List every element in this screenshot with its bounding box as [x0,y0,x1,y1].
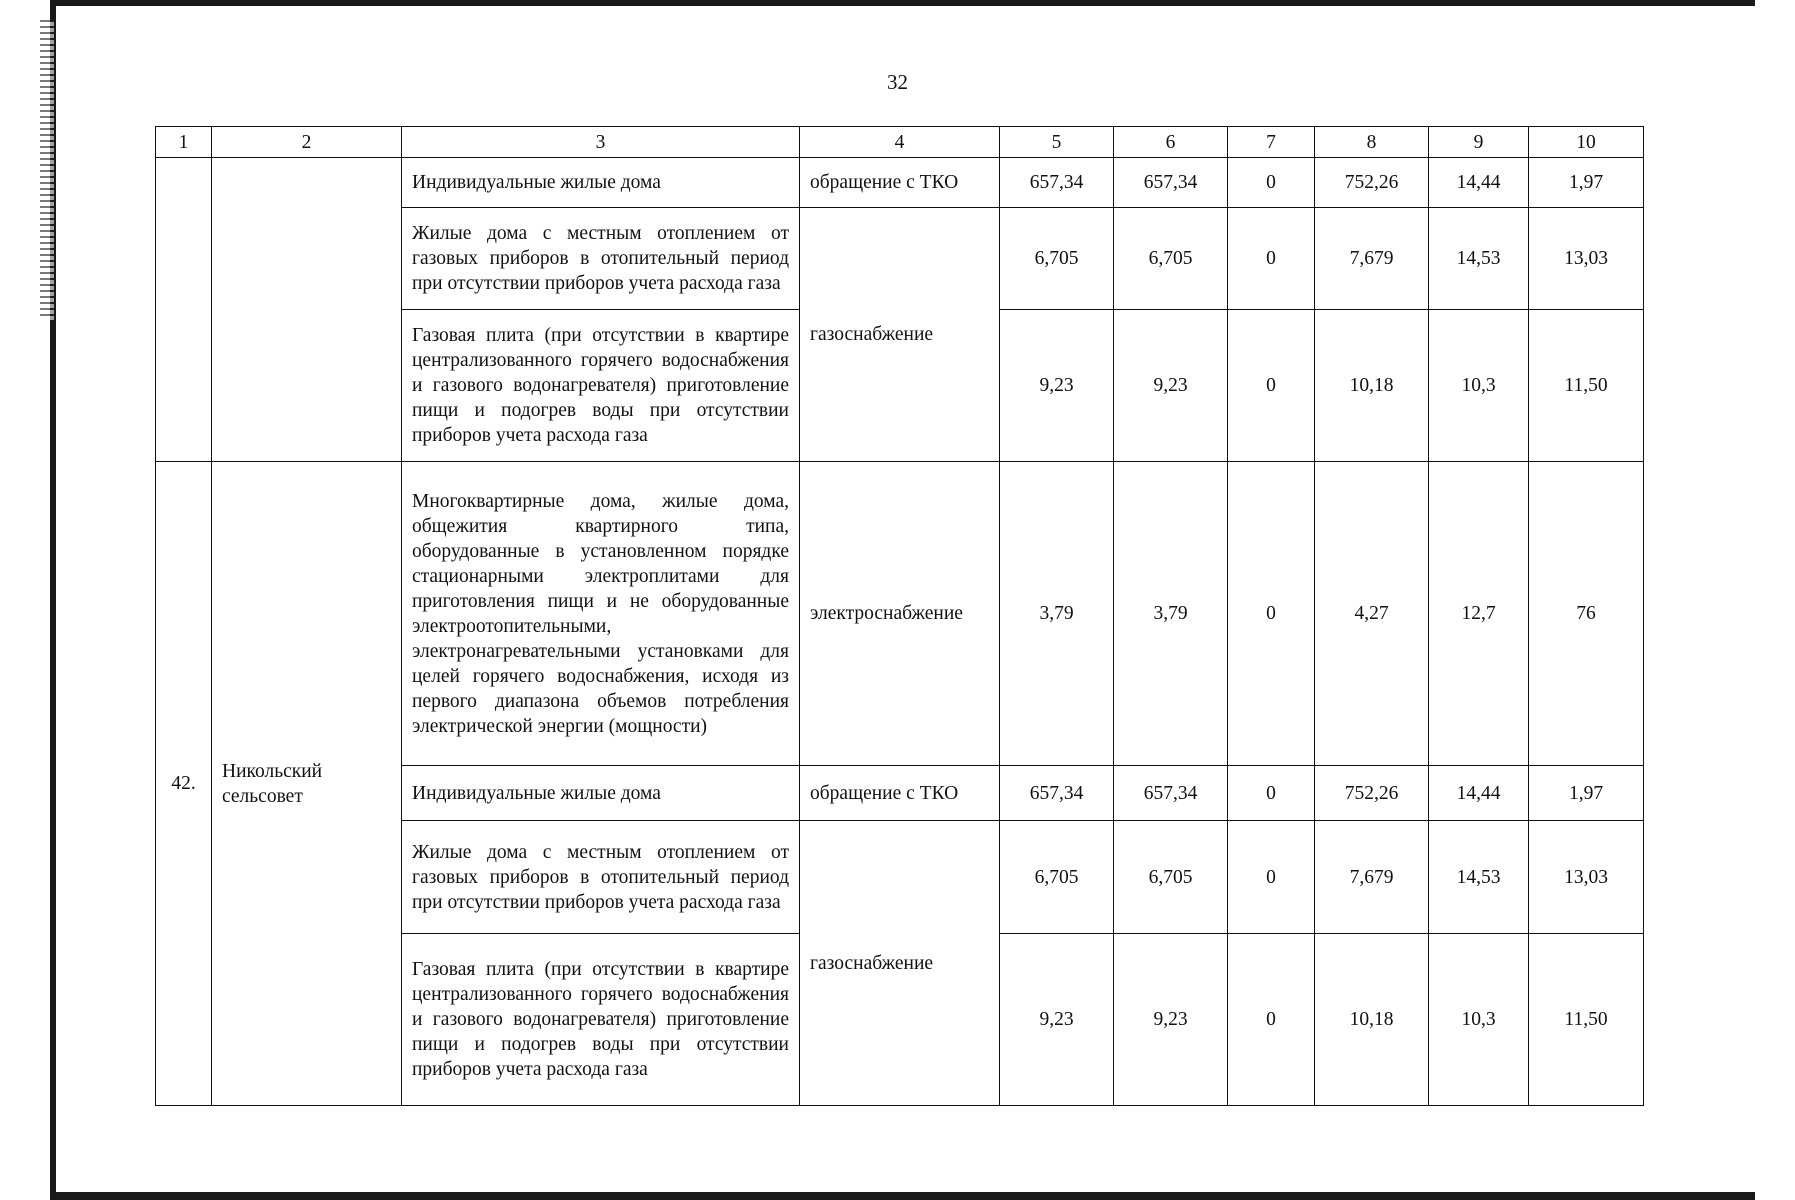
service-cell: электроснабжение [800,462,1000,766]
header-cell: 6 [1114,127,1228,158]
header-cell: 10 [1529,127,1644,158]
value-cell: 10,3 [1429,310,1529,462]
table-row [156,158,1644,208]
value-cell: 657,34 [1114,158,1228,208]
service-cell: газоснабжение [800,821,1000,1106]
header-cell: 2 [212,127,402,158]
header-cell: 7 [1228,127,1315,158]
header-cell: 5 [1000,127,1114,158]
value-cell: 3,79 [1000,462,1114,766]
value-cell: 1,97 [1529,158,1644,208]
value-cell: 1,97 [1529,766,1644,821]
index-cell: 42. [156,462,212,1106]
description-cell: Жилые дома с местным отоплением от газовых приборов в отопительный период при отсутствии приборов учета расхода газа [402,821,800,934]
scan-border-bottom [50,1192,1755,1200]
description-cell: Многоквартирные дома, жилые дома, общежития квартирного типа, оборудованные в установленном порядке стационарными электроплитами для приготовления пищи и не оборудованные электроотопительными, электронагревательными установками для целей горячего водоснабжения, исходя из первого диапазона объемов потребления электрической энергии (мощности) [402,462,800,766]
value-cell: 657,34 [1000,158,1114,208]
header-cell: 1 [156,127,212,158]
value-cell: 9,23 [1000,310,1114,462]
value-cell: 9,23 [1000,934,1114,1106]
value-cell: 11,50 [1529,934,1644,1106]
tariff-table [155,126,1644,1106]
value-cell: 10,3 [1429,934,1529,1106]
scan-border-top [50,0,1755,6]
value-cell: 0 [1228,766,1315,821]
table-row [156,462,1644,766]
value-cell: 12,7 [1429,462,1529,766]
header-cell: 3 [402,127,800,158]
value-cell: 14,53 [1429,821,1529,934]
value-cell: 0 [1228,310,1315,462]
description-cell: Индивидуальные жилые дома [402,766,800,821]
value-cell: 14,44 [1429,766,1529,821]
header-cell: 4 [800,127,1000,158]
description-cell: Газовая плита (при отсутствии в квартире централизованного горячего водоснабжения и газового водонагревателя) приготовление пищи и подогрев воды при отсутствии приборов учета расхода газа [402,934,800,1106]
service-cell: обращение с ТКО [800,158,1000,208]
value-cell: 657,34 [1114,766,1228,821]
value-cell: 10,18 [1315,310,1429,462]
value-cell: 11,50 [1529,310,1644,462]
header-row [156,127,1644,158]
value-cell: 6,705 [1000,208,1114,310]
service-cell: обращение с ТКО [800,766,1000,821]
value-cell: 6,705 [1114,208,1228,310]
locality-cell: Никольский сельсовет [212,462,402,1106]
value-cell: 0 [1228,158,1315,208]
header-cell: 8 [1315,127,1429,158]
value-cell: 14,44 [1429,158,1529,208]
header-cell: 9 [1429,127,1529,158]
value-cell: 3,79 [1114,462,1228,766]
value-cell: 752,26 [1315,766,1429,821]
value-cell: 6,705 [1114,821,1228,934]
value-cell: 13,03 [1529,821,1644,934]
index-cell [156,158,212,462]
value-cell: 657,34 [1000,766,1114,821]
value-cell: 752,26 [1315,158,1429,208]
value-cell: 0 [1228,821,1315,934]
value-cell: 4,27 [1315,462,1429,766]
value-cell: 6,705 [1000,821,1114,934]
value-cell: 10,18 [1315,934,1429,1106]
locality-cell [212,158,402,462]
value-cell: 76 [1529,462,1644,766]
value-cell: 9,23 [1114,934,1228,1106]
value-cell: 14,53 [1429,208,1529,310]
value-cell: 7,679 [1315,208,1429,310]
service-cell: газоснабжение [800,208,1000,462]
description-cell: Жилые дома с местным отоплением от газовых приборов в отопительный период при отсутствии приборов учета расхода газа [402,208,800,310]
value-cell: 9,23 [1114,310,1228,462]
page-number: 32 [887,70,908,94]
value-cell: 0 [1228,462,1315,766]
value-cell: 13,03 [1529,208,1644,310]
scan-noise [40,20,54,320]
description-cell: Индивидуальные жилые дома [402,158,800,208]
value-cell: 7,679 [1315,821,1429,934]
value-cell: 0 [1228,934,1315,1106]
value-cell: 0 [1228,208,1315,310]
description-cell: Газовая плита (при отсутствии в квартире централизованного горячего водоснабжения и газового водонагревателя) приготовление пищи и подогрев воды при отсутствии приборов учета расхода газа [402,310,800,462]
